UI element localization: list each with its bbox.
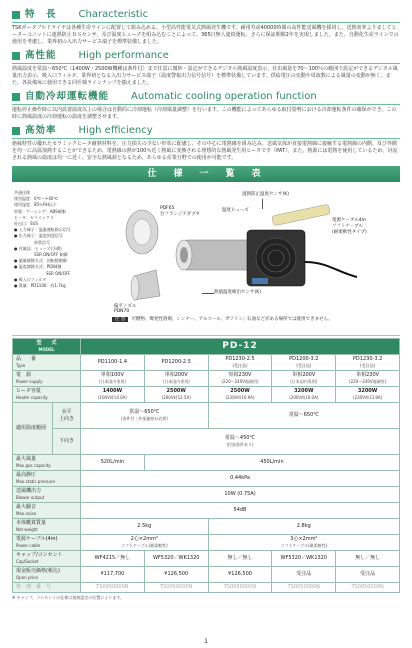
row-label: 最大風量 Max.gas capacity xyxy=(13,455,81,471)
common-spec-notes xyxy=(14,190,84,289)
price-cell: ¥126,500 xyxy=(208,567,272,583)
caution-tag: 注 意 xyxy=(112,317,128,322)
row-part-number xyxy=(13,355,400,371)
row-power xyxy=(13,371,400,387)
model-name: PD-12 xyxy=(81,339,400,355)
section-title-ja: 高効率 xyxy=(25,124,57,136)
section-title-ja: 高性能 xyxy=(25,49,57,61)
power-cell: 単相230V (220～240V地域用) xyxy=(208,371,272,387)
section-body-performance: 熱風温度を常温～650℃（1400W・2500W機種は条件付）まで任意に微妙・設定ができるデジタル熱風温度表示、社出風量を70～100％の範囲で設定ができるデジタル風量出力表示、吸入口フィルタ、業界初となる入出力サービス端子（温度警報出力信号信号）を標準装備しています。供給電圧の変動や周波数による風量の変動が無く、また、各設備毎に使用できる同仕様ラインナップを揃えました。 xyxy=(12,66,398,86)
row-cable xyxy=(13,535,400,551)
section-rule xyxy=(12,22,400,23)
product-figure xyxy=(12,186,400,336)
section-marker-icon xyxy=(12,127,20,135)
spec-table xyxy=(12,338,400,593)
spec-note-line: ● 質量：PD1100：約1.7kg xyxy=(14,283,66,289)
row-blower-output xyxy=(13,487,400,503)
plug-cell: 無し／無し xyxy=(336,551,400,567)
label-flange-adapter: 台フランジアダプタ xyxy=(160,212,200,217)
section-rule xyxy=(12,104,400,105)
row-label: 最大騒音 Max.noise xyxy=(13,503,81,519)
part-cell: PD1200-3.2 (受注品) xyxy=(272,355,336,371)
spec-note-line: ● 付属品：ヒューズ(予備) xyxy=(14,245,62,251)
section-header-cooling xyxy=(12,90,400,104)
row-label: 現金販売価格(税込) Open price xyxy=(13,567,81,583)
row-pressure xyxy=(13,471,400,487)
part-cell: PD1100-1.4 xyxy=(81,355,145,371)
row-temp-range-up xyxy=(13,403,400,429)
price-cell: ¥117,700 xyxy=(81,567,145,583)
spec-note-line: 異常信号 xyxy=(14,239,50,245)
spec-note-line: ● 出力端子：温度到達信号 xyxy=(14,233,63,239)
section-header-performance xyxy=(12,49,400,63)
row-price xyxy=(13,567,400,583)
section-body-cooling: 運転停止操作時に以内設置温度以上の場合は自動的に冷却運転（冷却風量調整）を行います。この機能によってあらゆる取付姿勢における冷却運転条件の確保ができ、この時に熱風温度の冷却運転の温度を調整させます。 xyxy=(12,107,397,120)
section-header-features xyxy=(12,8,400,22)
spec-note-line: ● 風量調節方式：回転数制御 xyxy=(14,258,67,264)
heater-cell: 1400W (100V時14.0A) xyxy=(81,387,145,403)
code-cell: TS0050000N xyxy=(272,583,336,593)
orientation-label: 下向き xyxy=(53,429,81,455)
row-label: 本体概算質量 Net weight xyxy=(13,519,81,535)
row-label: 電 源 Power supply xyxy=(13,371,81,387)
model-label: 型 式 xyxy=(36,340,57,346)
noise-cell: 54dB xyxy=(81,503,400,519)
code-cell: TS0050000N xyxy=(208,583,272,593)
section-title-en: High efficiency xyxy=(78,125,153,137)
part-cell: PD1200-2.5 xyxy=(144,355,208,371)
plug-cell: WF5320／WK1320 xyxy=(144,551,208,567)
section-marker-icon xyxy=(12,52,20,60)
leader-line xyxy=(202,293,214,294)
section-body-features: TSKポータブルドライヤは各種生産ラインに配置して組み込める、小型高性能電気式熱風発生機です。耐用寿命40000時間の高性能送風機を採用し、送熱効率よりましてヒーターユニットに連熱防止ＢＳセンサ、及び温度ヒューズを組み込むことによって、365日無人連続運転、さらに保証期間2年を実現しました。また、自動化生産ラインでの使用を考慮し、業界初の入出力サービス端子を標準装備しました。 xyxy=(12,25,399,45)
spec-note-line: ● 温度調節方式：PID制御 xyxy=(14,264,62,270)
code-cell: TS0050000N xyxy=(144,583,208,593)
blower-output-cell: 10W (0.75A) xyxy=(81,487,400,503)
spec-note-line: ● 吸入口フィルタ xyxy=(14,276,47,282)
spec-note-line: ● 入力端子：温風運転指示信号 xyxy=(14,227,71,233)
part-cell: PD1230-2.5 (受注品) xyxy=(208,355,272,371)
section-header-efficiency xyxy=(12,124,400,138)
code-cell: TS0050000N xyxy=(336,583,400,593)
power-cell: 単相200V (日本国内専用) xyxy=(272,371,336,387)
section-rule xyxy=(12,63,400,64)
label-overheat-sensor: 過熱防止温度センサ(K) xyxy=(242,192,289,197)
spec-table-banner: 仕 様 一 覧 表 xyxy=(12,166,400,182)
temp-range-cell: 常温～650℃ (条件付 : 外部連絡が必要) xyxy=(81,403,209,429)
spec-note-line: 共通仕様 xyxy=(14,190,30,195)
temp-range-cell: 常温～650℃ xyxy=(208,403,399,429)
model-label-en: MODEL xyxy=(38,346,55,352)
power-cell: 単相100V (日本国内専用) xyxy=(81,371,145,387)
spec-note-line: 材質：ケーシング：ABS樹脂 xyxy=(14,208,66,214)
part-cell: PD1230-3.2 (受注品) xyxy=(336,355,400,371)
label-power-cable: 電源ケーブル4m xyxy=(332,218,366,223)
price-cell: 受注品 xyxy=(336,567,400,583)
section-title-en: Characteristic xyxy=(78,9,149,21)
page-number: 1 xyxy=(204,637,208,645)
section-rule xyxy=(12,138,400,139)
row-plug xyxy=(13,551,400,567)
footer-note: ※ キャップ、コンセントの仕様は規格認定の位置によります。 xyxy=(12,594,124,600)
power-cell: 単相230V (220～240V地域用) xyxy=(336,371,400,387)
orientation-label: 水平 上向き xyxy=(53,403,81,429)
airflow-cell: 520L/min xyxy=(81,455,145,471)
weight-cell: 2.8kg xyxy=(208,519,399,535)
section-body-efficiency: 絶縁特性の優れたセラミックヒータ耐熱材料を、圧力損失の少ない形状に配慮し、その中心に電熱線を組み込み、送風気体が直接電熱線に接触する電熱線の内側、及び外側を均一に高温加熱することができるため、電熱線の熱が100％近く熱風に変換される理想的な熱風発生用ヒータです（PAT）。また、熱源には電熱を使用しているため、対流される熱風の温度は均一に近く、安全な熱風源となるため、あらゆる産業分野での使用が可能です。 xyxy=(12,141,398,161)
cable-cell: 2心×2mm² ソフトケーブル(耐柔軟性) xyxy=(81,535,209,551)
heater-cell: 3200W (200V時16.0A) xyxy=(272,387,336,403)
caution-note xyxy=(112,317,412,323)
section-marker-icon xyxy=(12,93,20,101)
row-weight xyxy=(13,519,400,535)
label-soft-cable: ソフトケーブル xyxy=(332,224,364,229)
pressure-cell: 0.44kPa xyxy=(81,471,400,487)
spec-note-line: 使用温度：0℃～+40℃ xyxy=(14,196,58,202)
section-title-ja: 特 長 xyxy=(25,8,57,20)
label-flex-type: (耐柔軟性タイプ) xyxy=(332,230,367,235)
label-nozzle: 偏平ノズル xyxy=(114,304,137,309)
power-cell: 単相200V (日本国内専用) xyxy=(144,371,208,387)
row-header-model xyxy=(13,339,81,355)
spec-note-line: 使用湿度：85％RH以下 xyxy=(14,202,57,208)
row-control-code xyxy=(13,583,400,593)
section-title-en: High performance xyxy=(78,50,169,62)
product-illustration xyxy=(112,192,382,314)
row-heater xyxy=(13,387,400,403)
plug-cell: WF5320／WK1320 xyxy=(272,551,336,567)
row-label: 管 理 番 号 xyxy=(13,583,81,593)
caution-text: 可燃物、爆発性溶剤、シンナー、アルコール、ガソリン、石油などがある場所では使用できません。 xyxy=(131,317,333,322)
label-temp-fuse: 温度ヒューズ xyxy=(222,208,249,213)
spec-note-line: 吐出口：SUS xyxy=(14,221,39,227)
row-label: キャップ/コンセント Cap/Socket xyxy=(13,551,81,567)
plug-cell: 無し／無し xyxy=(208,551,272,567)
row-label: 最高静圧 Max.static pressure xyxy=(13,471,81,487)
row-label: ヒータ容量 Heater capacity xyxy=(13,387,81,403)
row-temp-range-down xyxy=(13,429,400,455)
row-label: 電源ケーブル(4m) Power cable xyxy=(13,535,81,551)
row-airflow xyxy=(13,455,400,471)
row-label: 送風機出力 Blower output xyxy=(13,487,81,503)
heater-cell: 2500W (200V時12.5A) xyxy=(144,387,208,403)
spec-note-line: SSR ON/OFF 制御 xyxy=(14,252,68,258)
spec-note-line: SSR ON/OFF xyxy=(14,270,71,276)
heater-cell: 2500W (230V時10.9A) xyxy=(208,387,272,403)
section-title-ja: 自動冷却運転機能 xyxy=(25,90,110,102)
cable-cell: 3心×2mm² ソフトケーブル(耐柔軟性) xyxy=(208,535,399,551)
leader-line xyxy=(262,199,263,209)
code-cell: TS0050000N xyxy=(81,583,145,593)
temp-range-cell: 常温～450℃ (付加条件あり) xyxy=(81,429,400,455)
row-noise xyxy=(13,503,400,519)
price-cell: ¥126,500 xyxy=(144,567,208,583)
price-cell: 受注品 xyxy=(272,567,336,583)
section-marker-icon xyxy=(12,11,20,19)
airflow-cell: 450L/min xyxy=(144,455,399,471)
spec-note-line: ヒータ：セラミックス xyxy=(14,214,54,220)
row-label: 品 番 Type xyxy=(13,355,81,371)
plug-cell: WF4215／無し xyxy=(81,551,145,567)
label-nozzle-model: PDN70 xyxy=(114,309,130,314)
heater-cell: 3200W (230V時13.9A) xyxy=(336,387,400,403)
label-flange: PDF65 xyxy=(160,206,175,211)
label-hot-air-sensor: 熱風温度検出センサ(K) xyxy=(214,290,261,295)
weight-cell: 2.5kg xyxy=(81,519,209,535)
section-title-en: Automatic cooling operation function xyxy=(131,91,317,103)
row-label: 適用温度範囲 xyxy=(13,403,53,455)
